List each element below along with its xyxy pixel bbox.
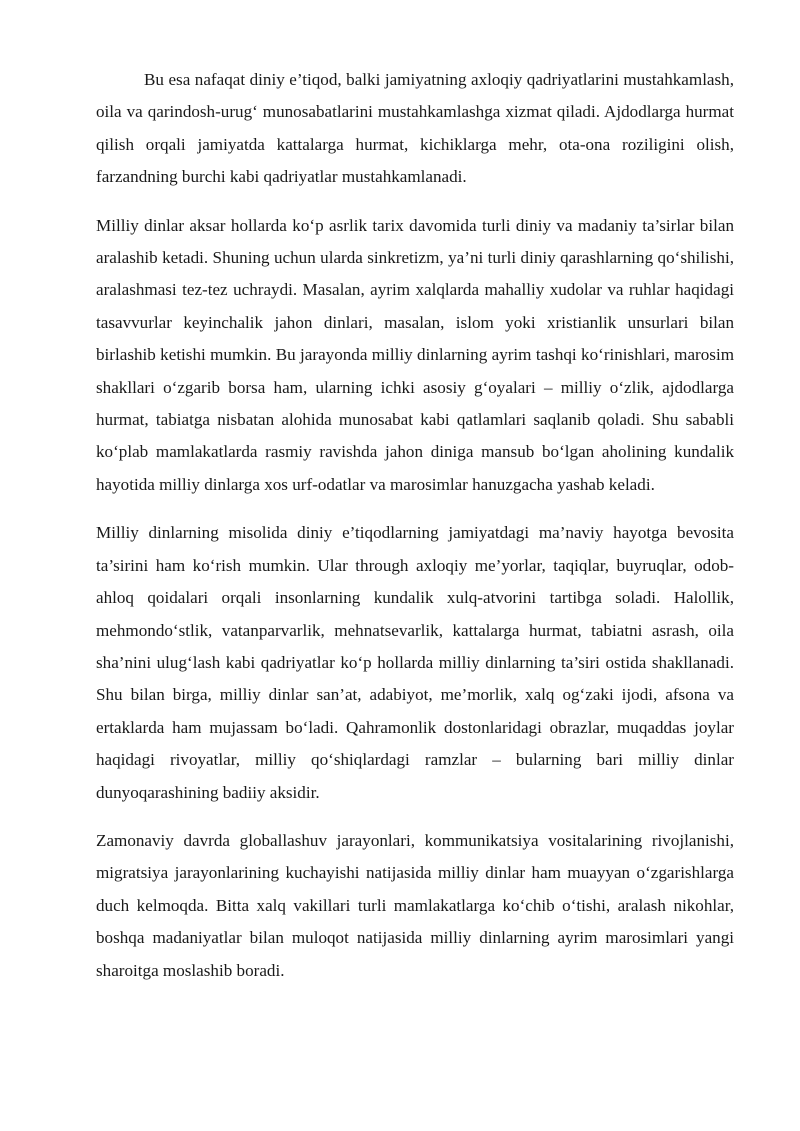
paragraph-spiritual-life: Milliy dinlarning misolida diniy e’tiqodlarning jamiyatdagi ma’naviy hayotga bevosita ta’sirini ham ko‘rish mumkin. Ular through axloqiy me’yorlar, taqiqlar, buyruqlar, odob-ahloq qoidalari orqali insonlarning kundalik xulq-atvorini tartibga soladi. Halollik, mehmondo‘stlik, vatanparvarlik, mehnatsevarlik, kattalarga hurmat, tabiatni asrash, oila sha’nini ulug‘lash kabi qadriyatlar ko‘p hollarda milliy dinlarning ta’siri ostida shakllanadi. Shu bilan birga, milliy dinlar san’at, adabiyot, me’morlik, xalq og‘zaki ijodi, afsona va ertaklarda ham mujassam bo‘ladi. Qahramonlik dostonlaridagi obrazlar, muqaddas joylar haqidagi rivoyatlar, milliy qo‘shiqlardagi ramzlar – bularning bari milliy dinlar dunyoqarashining badiiy aksidir. bbox=[96, 523, 734, 802]
document-page bbox=[96, 64, 734, 1003]
paragraph-globalization: Zamonaviy davrda globallashuv jarayonlari, kommunikatsiya vositalarining rivojlanishi, migratsiya jarayonlarining kuchayishi natijasida milliy dinlar ham muayyan o‘zgarishlarga duch kelmoqda. Bitta xalq vakillari turli mamlakatlarga ko‘chib o‘tishi, aralash nikohlar, boshqa madaniyatlar bilan muloqot natijasida milliy dinlarning ayrim marosimlari yangi sharoitga moslashib boradi. bbox=[96, 830, 734, 980]
paragraph-ancestors-respect: Bu esa nafaqat diniy e’tiqod, balki jamiyatning axloqiy qadriyatlarini mustahkamlash, oila va qarindosh-urug‘ munosabatlarini mustahkamlashga xizmat qiladi. Ajdodlarga hurmat qilish orqali jamiyatda kattalarga hurmat, kichiklarga mehr, ota-ona roziligini olish, farzandning burchi kabi qadriyatlar mustahkamlanadi. bbox=[96, 70, 734, 187]
paragraph-syncretism: Milliy dinlar aksar hollarda ko‘p asrlik tarix davomida turli diniy va madaniy ta’sirlar bilan aralashib ketadi. Shuning uchun ularda sinkretizm, ya’ni turli diniy qarashlarning qo‘shilishi, aralashmasi tez-tez uchraydi. Masalan, ayrim xalqlarda mahalliy xudolar va ruhlar haqidagi tasavvurlar keyinchalik jahon dinlari, masalan, islom yoki xristianlik unsurlari bilan birlashib ketishi mumkin. Bu jarayonda milliy dinlarning ayrim tashqi ko‘rinishlari, marosim shakllari o‘zgarib borsa ham, ularning ichki asosiy g‘oyalari – milliy o‘zlik, ajdodlarga hurmat, tabiatga nisbatan alohida munosabat kabi qatlamlari saqlanib qoladi. Shu sababli ko‘plab mamlakatlarda rasmiy ravishda jahon diniga mansub bo‘lgan aholining kundalik hayotida milliy dinlarga xos urf-odatlar va marosimlar hanuzgacha yashab keladi. bbox=[96, 215, 734, 494]
